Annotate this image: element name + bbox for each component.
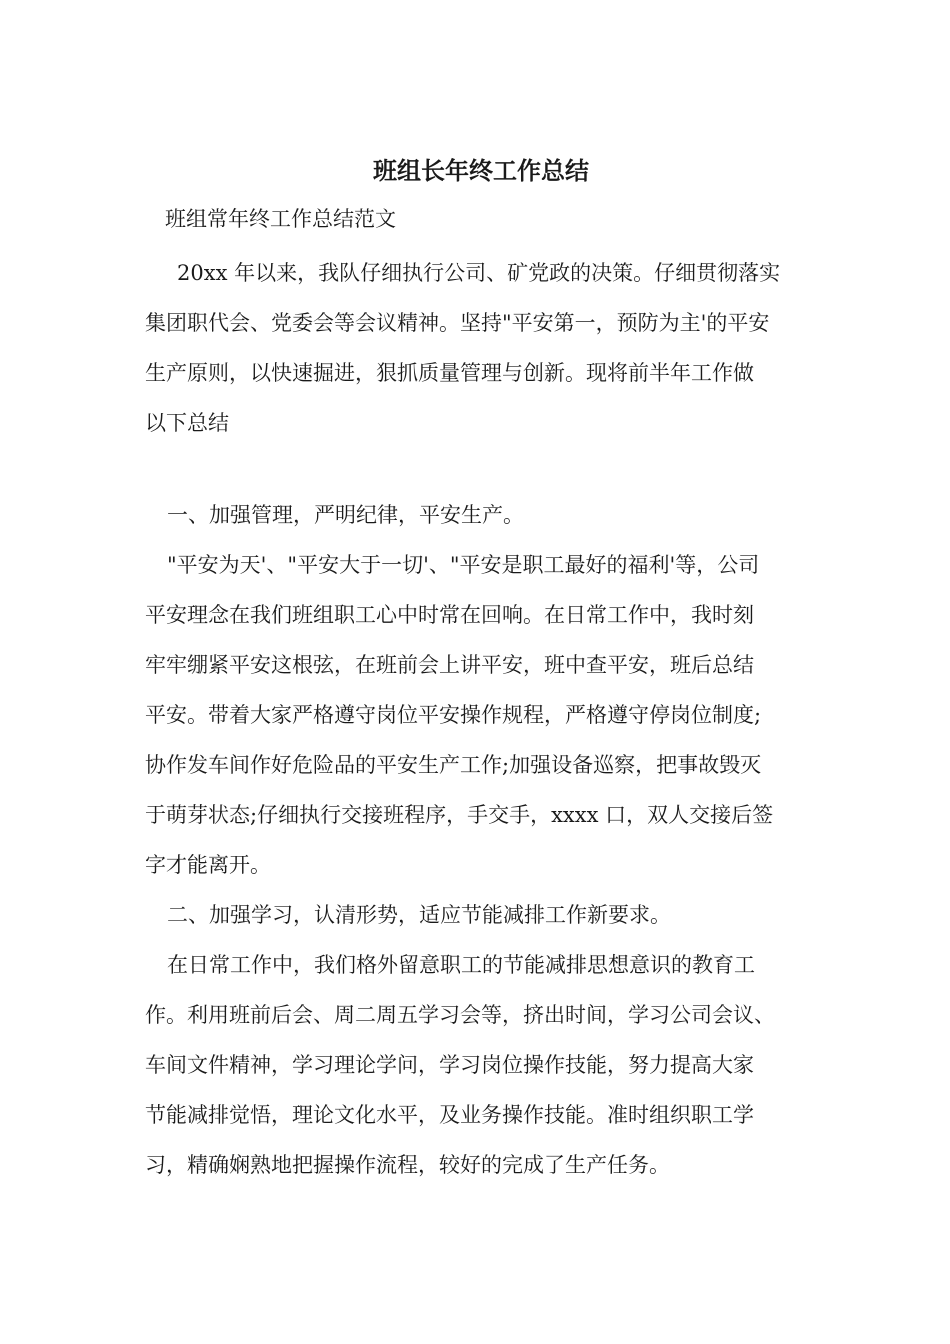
document-title: 班组长年终工作总结: [373, 156, 589, 185]
paragraph-line: 在日常工作中，我们格外留意职工的节能减排思想意识的教育工: [167, 953, 755, 977]
paragraph-line: 于萌芽状态;仔细执行交接班程序，手交手，xxxx 口，双人交接后签: [145, 803, 774, 827]
paragraph-line: 20xx 年以来，我队仔细执行公司、矿党政的决策。仔细贯彻落实: [177, 261, 781, 285]
paragraph-safety: [145, 540, 817, 890]
paragraph-line: 协作发车间作好危险品的平安生产工作;加强设备巡察，把事故毁灭: [145, 753, 762, 777]
paragraph-line: 习，精确娴熟地把握操作流程，较好的完成了生产任务。: [145, 1153, 670, 1177]
paragraph-line: 车间文件精神，学习理论学问，学习岗位操作技能，努力提高大家: [145, 1053, 754, 1077]
paragraph-line: 字才能离开。: [145, 853, 271, 877]
section-heading: 二、加强学习，认清形势，适应节能减排工作新要求。: [167, 903, 671, 927]
paragraph-line: 以下总结: [145, 411, 229, 435]
document-subtitle: 班组常年终工作总结范文: [165, 207, 396, 231]
document-body: [145, 148, 817, 1190]
section-heading-1: [145, 490, 817, 540]
paragraph-line: 平安。带着大家严格遵守岗位平安操作规程，严格遵守停岗位制度;: [145, 703, 762, 727]
paragraph-learning: [145, 940, 817, 1190]
section-heading: 一、加强管理，严明纪律，平安生产。: [167, 503, 524, 527]
paragraph-line: 平安理念在我们班组职工心中时常在回响。在日常工作中，我时刻: [145, 603, 754, 627]
paragraph-line: 节能减排觉悟，理论文化水平，及业务操作技能。准时组织职工学: [145, 1103, 754, 1127]
paragraph-line: "平安为天'、"平安大于一切'、"平安是职工最好的福利'等，公司: [167, 553, 760, 577]
paragraph-line: 生产原则，以快速掘进，狠抓质量管理与创新。现将前半年工作做: [145, 361, 754, 385]
paragraph-line: 牢牢绷紧平安这根弦，在班前会上讲平安，班中查平安，班后总结: [145, 653, 754, 677]
paragraph-gap: [145, 448, 817, 490]
paragraph-line: 集团职代会、党委会等会议精神。坚持"平安第一，预防为主'的平安: [145, 311, 770, 335]
section-heading-2: [145, 890, 817, 940]
paragraph-intro: [145, 248, 817, 448]
paragraph-line: 作。利用班前后会、周二周五学习会等，挤出时间，学习公司会议、: [145, 1003, 775, 1027]
